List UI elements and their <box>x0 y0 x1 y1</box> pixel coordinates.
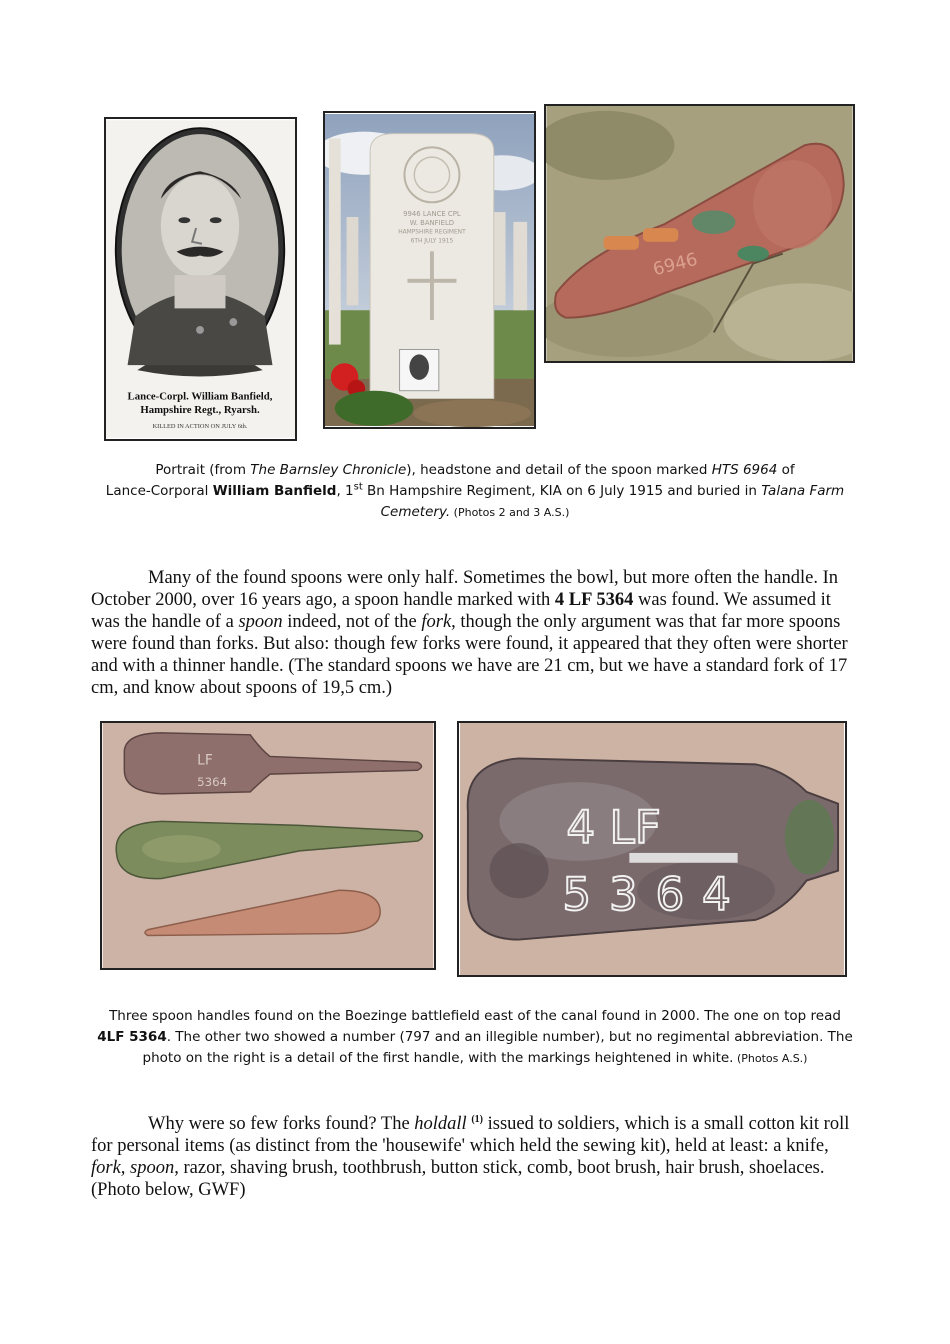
caption1-text: Portrait (from <box>155 462 251 478</box>
paragraph2-text: issued to soldiers, which is a small cotton kit roll for personal items (as distinct from the 'housewife' which held the sewing kit), held at least: a knife, <box>91 1114 850 1156</box>
caption1-text: , 1 <box>336 483 354 499</box>
caption-photos-top <box>92 460 858 523</box>
caption2-text: . The other two showed a number (797 and an illegible number), but no regimental abbreviation. The photo on the right is a detail of the first handle, with the markings heightened in white. <box>142 1029 853 1066</box>
paragraph1-spoon: spoon <box>238 612 283 632</box>
caption1-ordinal: st <box>353 481 363 493</box>
headstone-line1: 9946 LANCE CPL <box>403 210 461 219</box>
caption2-text: Three spoon handles found on the Boezinge battlefield east of the canal found in 2000. The one on top read <box>109 1008 841 1024</box>
headstone-line2: W. BANFIELD <box>409 218 455 227</box>
handle-marking-top: LF <box>197 752 213 769</box>
caption1-text: of <box>777 462 795 478</box>
caption2-marking: 4LF 5364 <box>97 1029 167 1045</box>
handle-detail-photo <box>457 721 847 977</box>
spoon-detail-photo <box>544 104 855 363</box>
caption1-spoon-mark: HTS 6964 <box>711 462 778 478</box>
portrait-caption-line3: KILLED IN ACTION ON JULY 6th. <box>152 422 248 430</box>
handle-marking-bottom: 5364 <box>197 774 228 789</box>
portrait-photo <box>104 117 297 441</box>
paragraph2-text: , razor, shaving brush, toothbrush, button stick, comb, boot brush, hair brush, shoelaces. (Photo below, GWF) <box>91 1158 825 1200</box>
caption1-credit: (Photos 2 and 3 A.S.) <box>450 506 570 519</box>
paragraph2-text: Why were so few forks found? The <box>148 1114 415 1134</box>
caption1-cemetery-end: Cemetery. <box>380 504 451 520</box>
headstone-line3: HAMPSHIRE REGIMENT <box>398 229 466 236</box>
paragraph1-text: indeed, not of the <box>282 612 422 632</box>
portrait-caption-line2: Hampshire Regt., Ryarsh. <box>140 404 260 417</box>
caption1-text: ), headstone and detail of the spoon marked <box>406 462 712 478</box>
paragraph1-fork: fork <box>421 612 452 632</box>
paragraph1-marking: 4 LF 5364 <box>554 590 634 610</box>
spoon-detail-image <box>546 106 853 361</box>
paragraph-holdall <box>91 1113 861 1201</box>
detail-marking-line1: 4 LF <box>566 801 661 855</box>
paragraph2-holdall: holdall <box>414 1114 467 1134</box>
three-handles-photo <box>100 721 436 970</box>
headstone-line4: 6TH JULY 1915 <box>410 238 454 245</box>
handle-detail-image <box>459 723 845 975</box>
detail-marking-line2: 5364 <box>562 868 749 922</box>
spoon-marking: 6946 <box>651 249 700 281</box>
paragraph1-text: was found. We assumed it was the handle of a <box>91 590 831 632</box>
paragraph-spoon-handles <box>91 567 861 699</box>
caption1-newspaper: The Barnsley Chronicle <box>250 462 407 478</box>
portrait-image <box>106 119 295 439</box>
headstone-photo <box>323 111 536 429</box>
caption2-credit: (Photos A.S.) <box>733 1052 808 1065</box>
headstone-image <box>325 113 534 427</box>
paragraph1-text: , though the only argument was that far more spoons were found than forks. But also: though few forks were found, it appeared that they often were shorter and with a thinner handle. (The standard spoons we have are 21 cm, but we have a standard fork of 17 cm, and know about spoons of 19,5 cm.) <box>91 612 848 698</box>
caption1-text: Lance-Corporal <box>105 483 213 499</box>
paragraph1-text: Many of the found spoons were only half. Sometimes the bowl, but more often the handle. In October 2000, over 16 years ago, a spoon handle marked with <box>91 568 839 610</box>
portrait-caption-line1: Lance-Corpl. William Banfield, <box>127 390 273 403</box>
caption1-text: Bn Hampshire Regiment, KIA on 6 July 1915 and buried in <box>362 483 762 499</box>
three-handles-image <box>102 723 434 968</box>
footnote-ref-1[interactable]: (1) <box>471 1113 483 1125</box>
caption1-name: William Banfield <box>212 483 337 499</box>
caption1-cemetery: Talana Farm <box>761 483 845 499</box>
caption-photos-middle <box>92 1006 858 1069</box>
paragraph2-items: fork, spoon <box>91 1158 175 1178</box>
